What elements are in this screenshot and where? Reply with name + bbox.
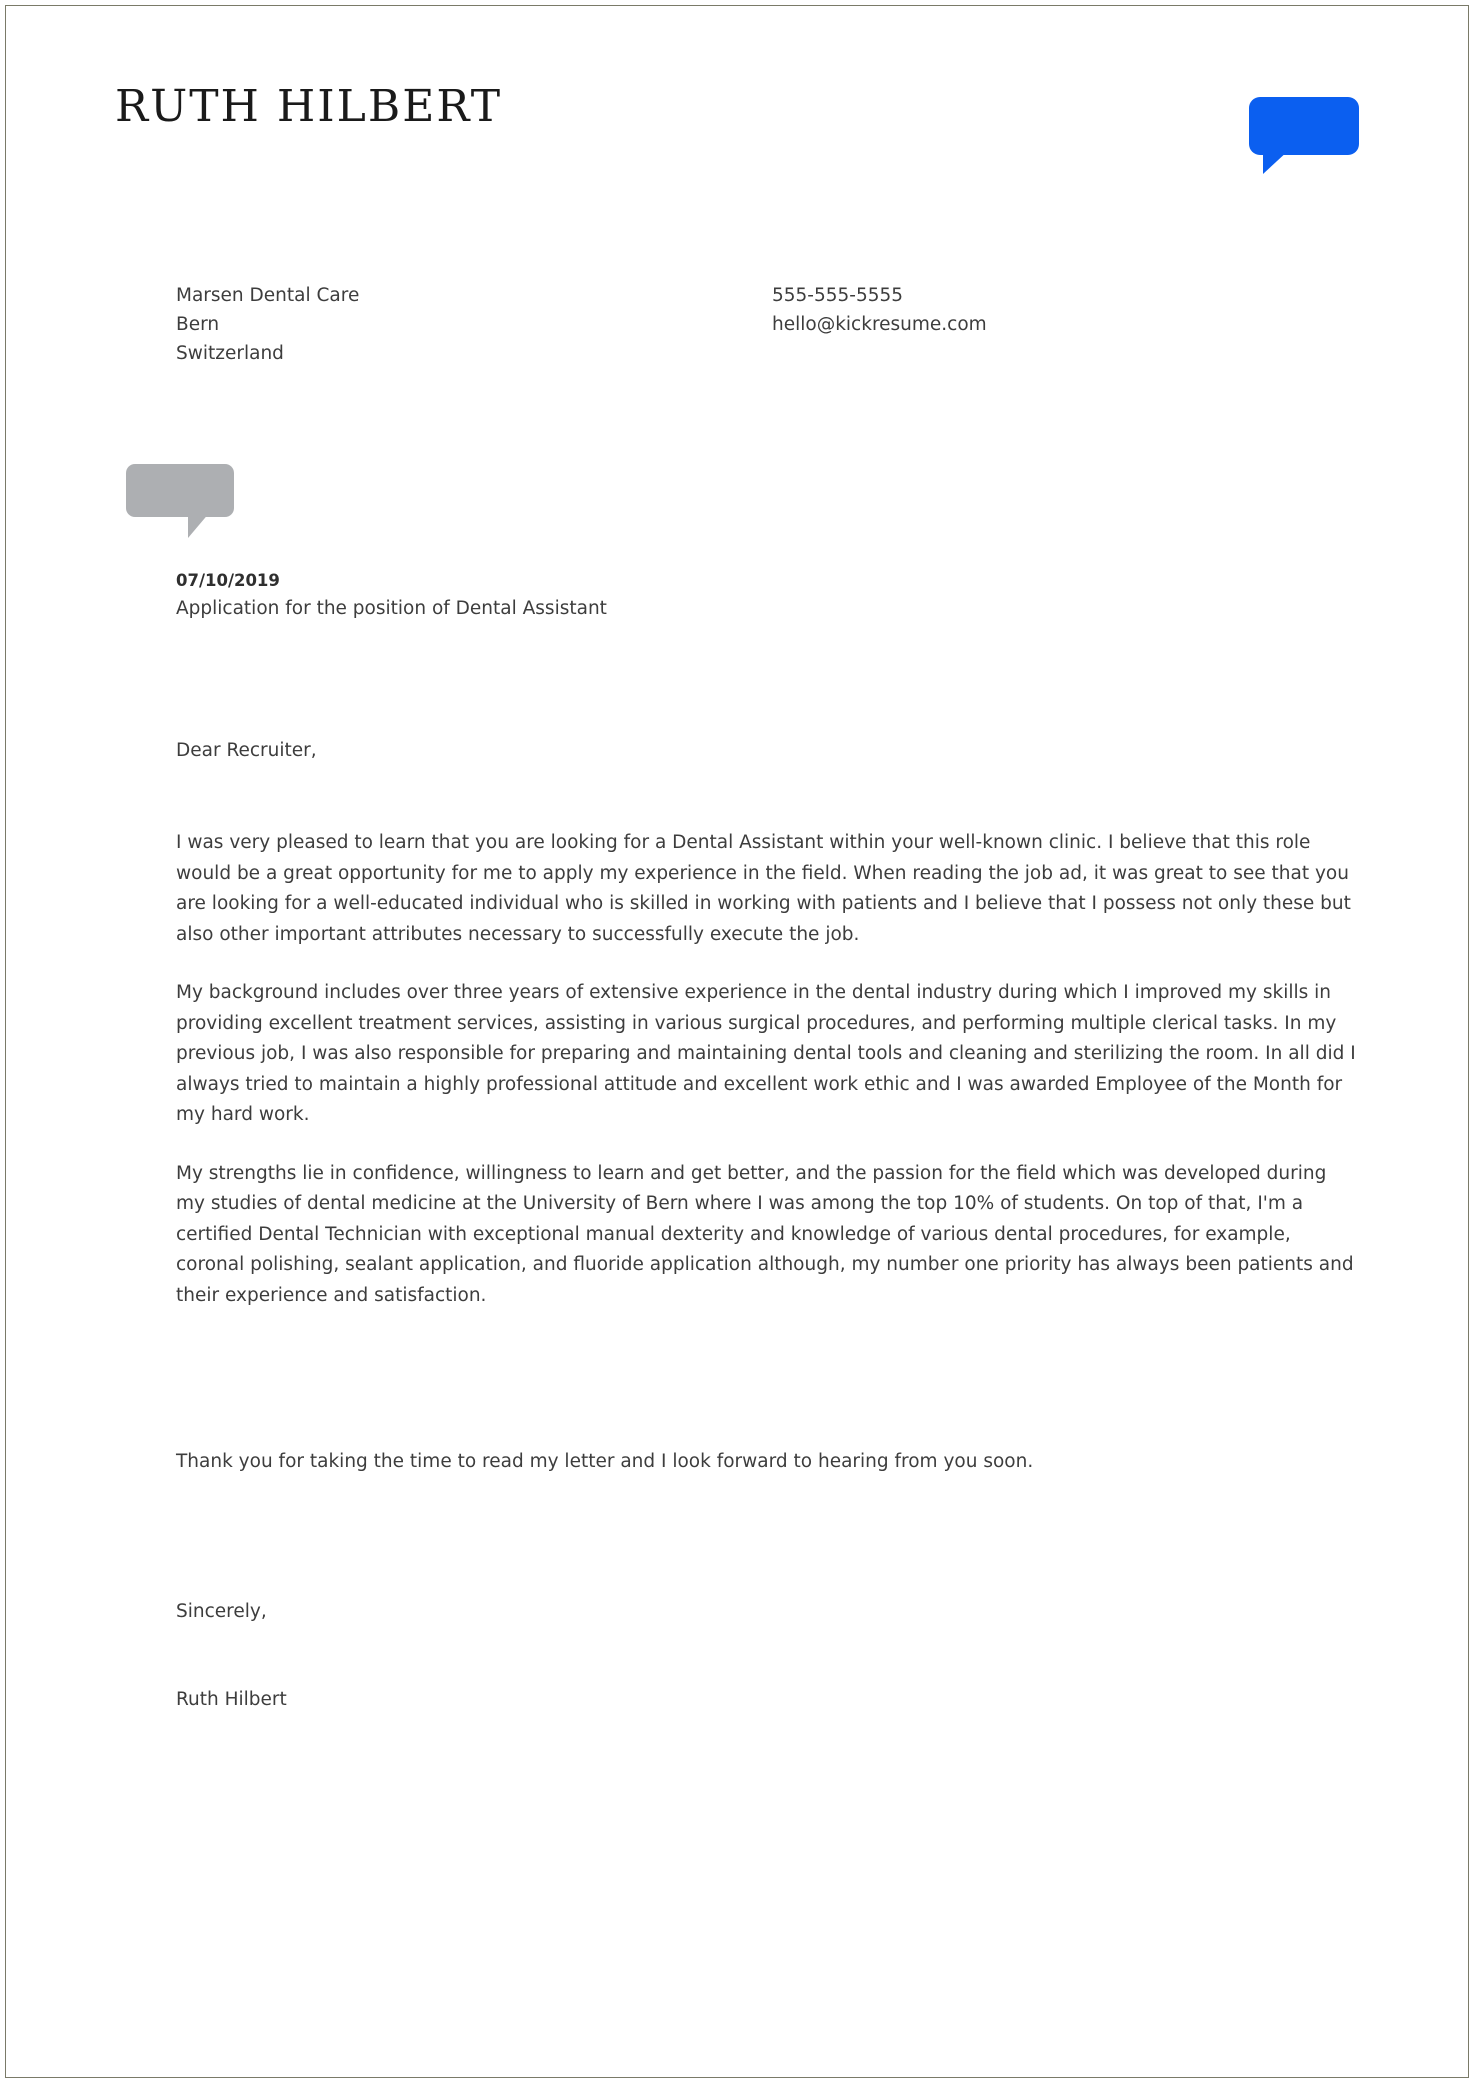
salutation: Dear Recruiter, [176,740,317,761]
letter-body [176,737,1361,1311]
speech-bubble-tail [188,512,210,538]
page-content-area [9,9,1465,2074]
letter-date: 07/10/2019 [176,571,280,590]
page-title: RUTH HILBERT [115,81,503,132]
letter-meta [176,567,607,624]
recipient-address [176,281,359,368]
recipient-city: Bern [176,314,220,335]
speech-bubble-icon [1249,97,1359,161]
recipient-company: Marsen Dental Care [176,285,360,306]
contact-email: hello@kickresume.com [772,314,987,335]
speech-bubble-body [126,464,234,517]
speech-bubble-tail [1263,150,1289,174]
speech-bubble-body [1249,97,1359,155]
letter-subject: Application for the position of Dental Assistant [176,598,607,619]
contact-phone: 555-555-5555 [772,285,904,306]
letter-header [9,9,1465,199]
document-page [5,5,1469,2078]
speech-bubble-icon-gray [126,464,234,534]
closing-paragraph: Thank you for taking the time to read my letter and I look forward to hearing from you soon. [176,1451,1034,1472]
signature-name: Ruth Hilbert [176,1689,287,1710]
letter-paragraph: My strengths lie in confidence, willingness to learn and get better, and the passion for the field which was developed during my studies of dental medicine at the University of Bern where I was among the top 10% of students. On top of that, I'm a certified Dental Technician with exceptional manual dexterity and knowledge of various dental procedures, for example, coronal polishing, sealant application, and fluoride application although, my number one priority has always been patients and their experience and satisfaction. [176,1162,1354,1306]
sender-contact [772,281,987,339]
letter-paragraph: My background includes over three years of extensive experience in the dental industry during which I improved my skills in providing excellent treatment services, assisting in various surgical procedures, and performing multiple clerical tasks. In my previous job, I was also responsible for preparing and maintaining dental tools and cleaning and sterilizing the room. In all did I always tried to maintain a highly professional attitude and excellent work ethic and I was awarded Employee of the Month for my hard work. [176,982,1356,1125]
recipient-country: Switzerland [176,343,284,364]
letter-paragraph: I was very pleased to learn that you are looking for a Dental Assistant within your well-known clinic. I believe that this role would be a great opportunity for me to apply my experience in the field. When reading the job ad, it was great to see that you are looking for a well-educated individual who is skilled in working with patients and I believe that I possess not only these but also other important attributes necessary to successfully execute the job. [176,832,1351,945]
signoff: Sincerely, [176,1601,267,1622]
